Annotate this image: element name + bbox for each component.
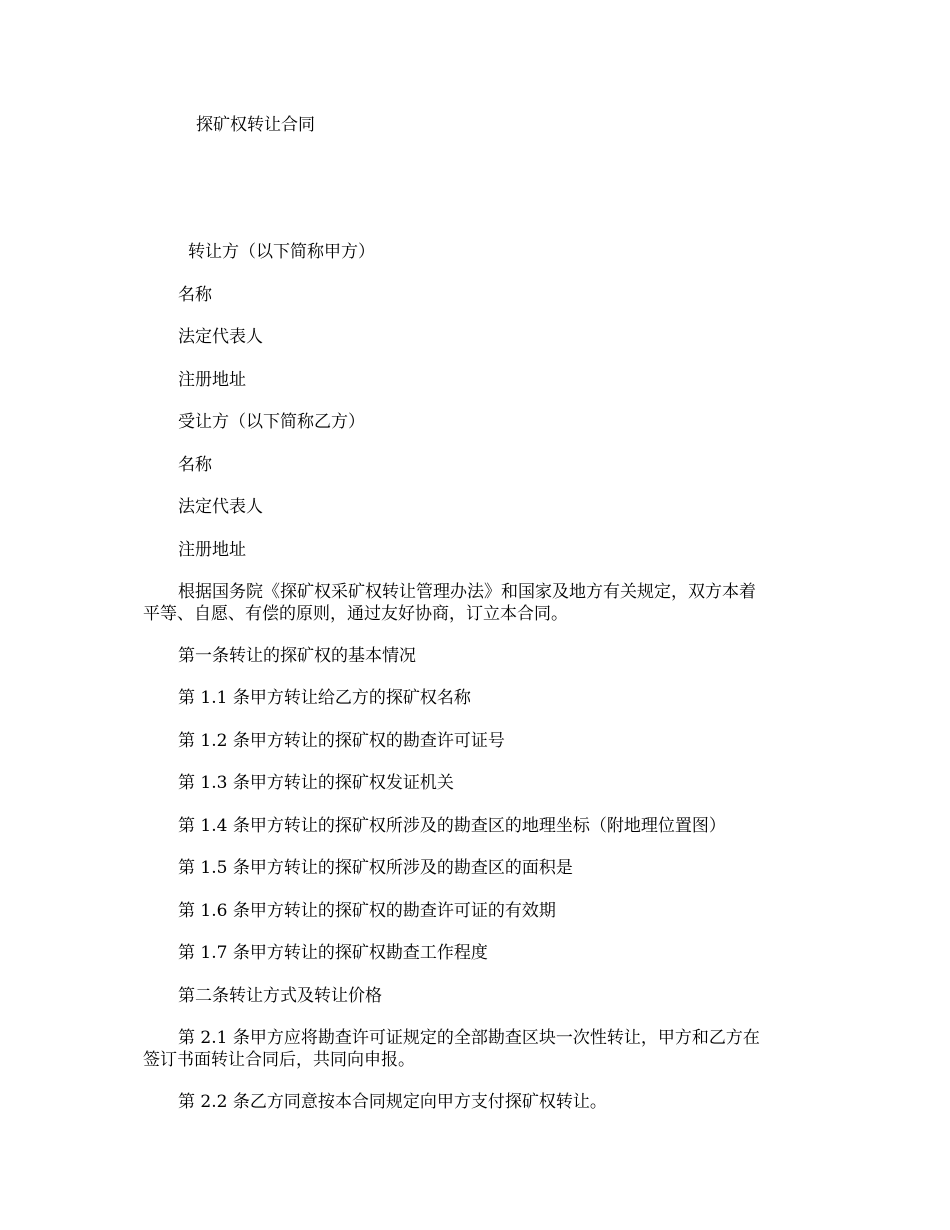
preamble-line-1: 根据国务院《探矿权采矿权转让管理办法》和国家及地方有关规定，双方本着 (178, 582, 756, 602)
document-title: 探矿权转让合同 (196, 115, 315, 135)
article-1-item-1: 第 1.1 条甲方转让给乙方的探矿权名称 (178, 688, 471, 708)
article-1-heading: 第一条转让的探矿权的基本情况 (178, 646, 416, 666)
transferor-name-label: 名称 (178, 285, 212, 305)
transferee-heading: 受让方（以下简称乙方） (178, 412, 365, 432)
transferee-name-label: 名称 (178, 455, 212, 475)
transferor-representative-label: 法定代表人 (178, 327, 263, 347)
article-1-item-2: 第 1.2 条甲方转让的探矿权的勘查许可证号 (178, 731, 505, 751)
article-1-item-7: 第 1.7 条甲方转让的探矿权勘查工作程度 (178, 943, 488, 963)
article-1-item-3: 第 1.3 条甲方转让的探矿权发证机关 (178, 773, 454, 793)
article-1-item-4: 第 1.4 条甲方转让的探矿权所涉及的勘查区的地理坐标（附地理位置图） (178, 816, 726, 836)
article-2-item-1-line-1: 第 2.1 条甲方应将勘查许可证规定的全部勘查区块一次性转让，甲方和乙方在 (178, 1028, 760, 1048)
article-2-heading: 第二条转让方式及转让价格 (178, 986, 382, 1006)
preamble-paragraph (143, 581, 823, 625)
article-1-item-6: 第 1.6 条甲方转让的探矿权的勘查许可证的有效期 (178, 901, 556, 921)
transferor-address-label: 注册地址 (178, 370, 246, 390)
article-2-item-2: 第 2.2 条乙方同意按本合同规定向甲方支付探矿权转让。 (178, 1092, 607, 1112)
article-2-item-1 (143, 1027, 823, 1071)
transferee-address-label: 注册地址 (178, 540, 246, 560)
preamble-line-2: 平等、自愿、有偿的原则，通过友好协商，订立本合同。 (143, 604, 568, 624)
article-2-item-1-line-2: 签订书面转让合同后，共同向申报。 (143, 1050, 415, 1070)
article-1-item-5: 第 1.5 条甲方转让的探矿权所涉及的勘查区的面积是 (178, 858, 573, 878)
transferor-heading: 转让方（以下简称甲方） (188, 242, 375, 262)
transferee-representative-label: 法定代表人 (178, 497, 263, 517)
